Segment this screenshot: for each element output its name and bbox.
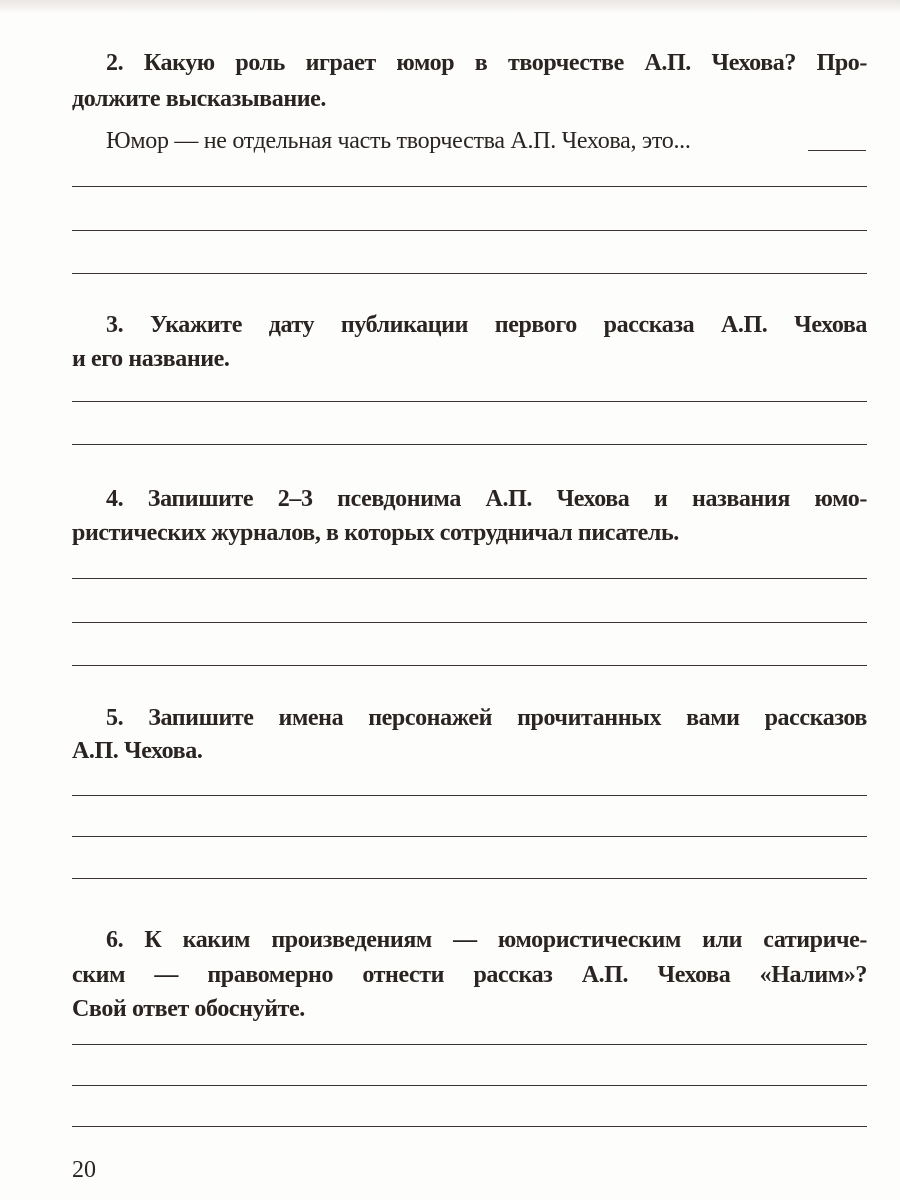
question-5-line-2: А.П. Чехова. <box>72 738 203 764</box>
question-2-prompt: Юмор — не отдельная часть творчества А.П. Чехова, это... <box>106 128 691 154</box>
question-4-line-1: 4. Запишите 2–3 псевдонима А.П. Чехова и названия юмо- <box>106 486 867 512</box>
answer-line[interactable] <box>72 1085 867 1086</box>
question-3-line-2: и его название. <box>72 346 230 372</box>
question-6-line-1: 6. К каким произведениям — юмористическим или сатириче- <box>106 927 867 953</box>
question-6-line-2: ским — правомерно отнести рассказ А.П. Чехова «Налим»? <box>72 962 867 988</box>
page-number: 20 <box>72 1157 96 1183</box>
answer-line[interactable] <box>72 1044 867 1045</box>
answer-line[interactable] <box>72 230 867 231</box>
page-top-edge <box>0 0 900 14</box>
answer-line[interactable] <box>72 665 867 666</box>
question-5-line-1: 5. Запишите имена персонажей прочитанных вами рассказов <box>106 705 867 731</box>
question-2-line-1: 2. Какую роль играет юмор в творчестве А.П. Чехова? Про- <box>106 50 867 76</box>
answer-line[interactable] <box>72 795 867 796</box>
answer-line[interactable] <box>72 1126 867 1127</box>
answer-blank-inline[interactable] <box>808 150 866 151</box>
question-2-line-2: должите высказывание. <box>72 86 327 112</box>
answer-line[interactable] <box>72 444 867 445</box>
answer-line[interactable] <box>72 401 867 402</box>
question-6-line-3: Свой ответ обоснуйте. <box>72 996 305 1022</box>
answer-line[interactable] <box>72 273 867 274</box>
answer-line[interactable] <box>72 878 867 879</box>
answer-line[interactable] <box>72 836 867 837</box>
answer-line[interactable] <box>72 186 867 187</box>
answer-line[interactable] <box>72 578 867 579</box>
question-3-line-1: 3. Укажите дату публикации первого рассказа А.П. Чехова <box>106 312 867 338</box>
answer-line[interactable] <box>72 622 867 623</box>
question-4-line-2: ристических журналов, в которых сотрудничал писатель. <box>72 520 679 546</box>
